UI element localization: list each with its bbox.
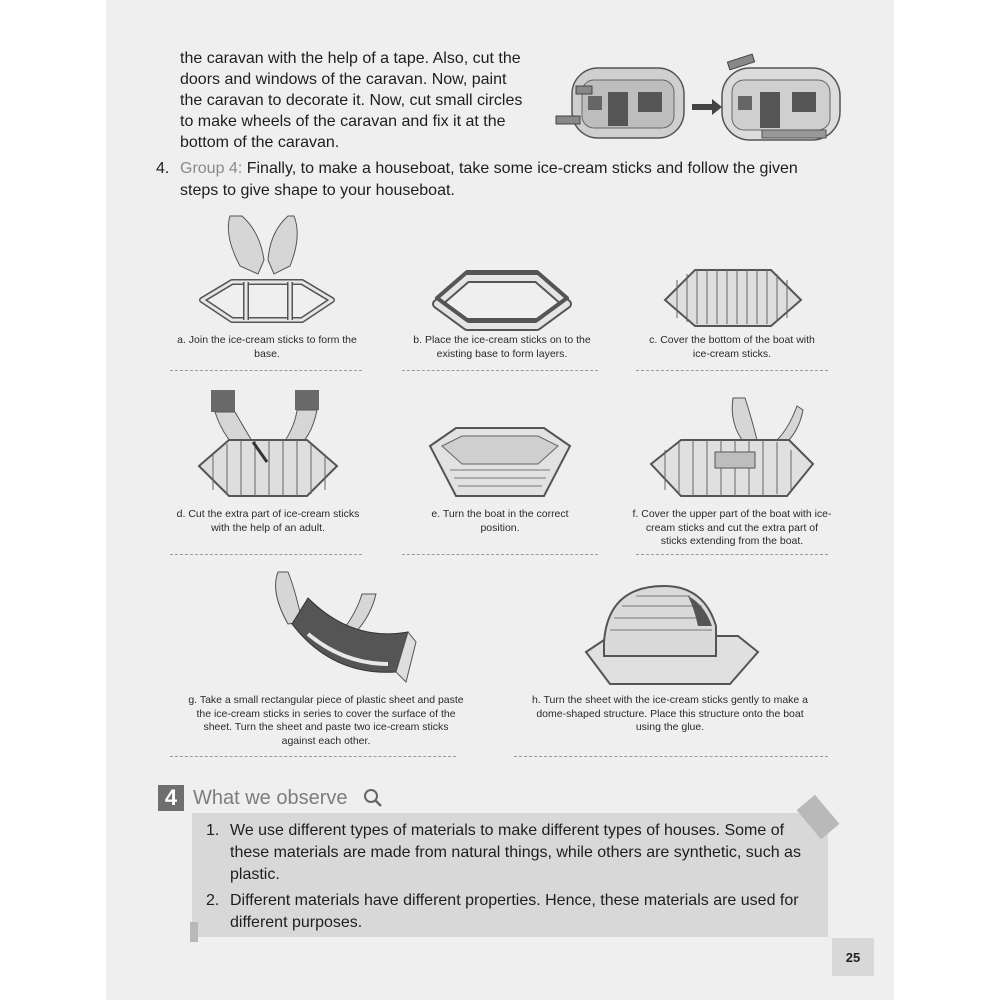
page-number: 25 — [832, 938, 874, 976]
list-text: We use different types of materials to make different types of houses. Some of these materials are made from natural things, while others are synthetic, such as plastic. — [230, 822, 801, 883]
list-number: 2. — [206, 892, 220, 909]
step-caption: g. Take a small rectangular piece of plastic sheet and paste the ice-cream sticks in series to cover the surface of the sheet. Turn the sheet and paste two ice-cream sticks against each other. — [188, 694, 464, 747]
base-frame-illustration — [182, 208, 352, 332]
group-text-cont: steps to give shape to your houseboat. — [180, 182, 455, 199]
step-caption: e. Turn the boat in the correct position. — [431, 508, 569, 534]
group4-instruction — [156, 158, 836, 202]
intro-paragraph — [180, 48, 540, 153]
covered-bottom-illustration — [647, 208, 817, 332]
layered-base-illustration — [417, 208, 587, 332]
list-text: Different materials have different properties. Hence, these materials are used for different purposes. — [230, 892, 799, 931]
divider — [636, 370, 828, 371]
divider — [402, 370, 598, 371]
divider — [170, 370, 362, 371]
dome-houseboat-illustration — [570, 566, 770, 692]
magnifier-icon — [362, 787, 384, 809]
list-item — [206, 890, 816, 934]
upright-boat-illustration — [420, 384, 580, 506]
step-e — [420, 384, 580, 535]
group-text: Finally, to make a houseboat, take some ice-cream sticks and follow the given — [242, 160, 798, 177]
step-caption: d. Cut the extra part of ice-cream sticks with the help of an adult. — [176, 508, 360, 534]
step-caption: b. Place the ice-cream sticks on to the existing base to form layers. — [413, 334, 591, 360]
step-caption: h. Turn the sheet with the ice-cream sticks gently to make a dome-shaped structure. Place this structure onto the boat using the glue. — [531, 694, 809, 733]
step-f — [632, 384, 832, 549]
tape-decoration — [190, 922, 198, 942]
intro-line: to make wheels of the caravan and fix it at the — [180, 113, 506, 130]
step-a — [172, 208, 362, 361]
step-caption: f. Cover the upper part of the boat with ice-cream sticks and cut the extra part of sticks extending from the boat. — [632, 508, 832, 547]
observe-list — [206, 820, 816, 938]
observe-heading — [158, 784, 384, 812]
list-number: 4. — [156, 160, 170, 177]
step-caption: c. Cover the bottom of the boat with ice-cream sticks. — [649, 334, 815, 360]
intro-line: the caravan to decorate it. Now, cut small circles — [180, 92, 523, 109]
divider — [402, 554, 598, 555]
divider — [170, 756, 456, 757]
step-d — [176, 384, 360, 535]
divider — [636, 554, 828, 555]
intro-line: the caravan with the help of a tape. Also, cut the — [180, 50, 521, 67]
intro-line: bottom of the caravan. — [180, 134, 340, 151]
group-label: Group 4: — [180, 160, 243, 177]
list-item — [206, 820, 816, 886]
step-g — [186, 566, 466, 748]
section-number: 4 — [158, 785, 184, 811]
plastic-sheet-illustration — [226, 566, 426, 692]
section-title: What we observe — [193, 786, 348, 809]
cut-sticks-illustration — [183, 384, 353, 506]
step-h — [530, 566, 810, 735]
step-c — [640, 208, 824, 361]
divider — [514, 756, 828, 757]
list-number: 1. — [206, 822, 220, 839]
caravan-illustration — [552, 46, 844, 146]
step-caption: a. Join the ice-cream sticks to form the base. — [177, 334, 357, 360]
cover-upper-illustration — [637, 384, 827, 506]
intro-line: doors and windows of the caravan. Now, paint — [180, 71, 507, 88]
step-b — [404, 208, 600, 361]
divider — [170, 554, 362, 555]
